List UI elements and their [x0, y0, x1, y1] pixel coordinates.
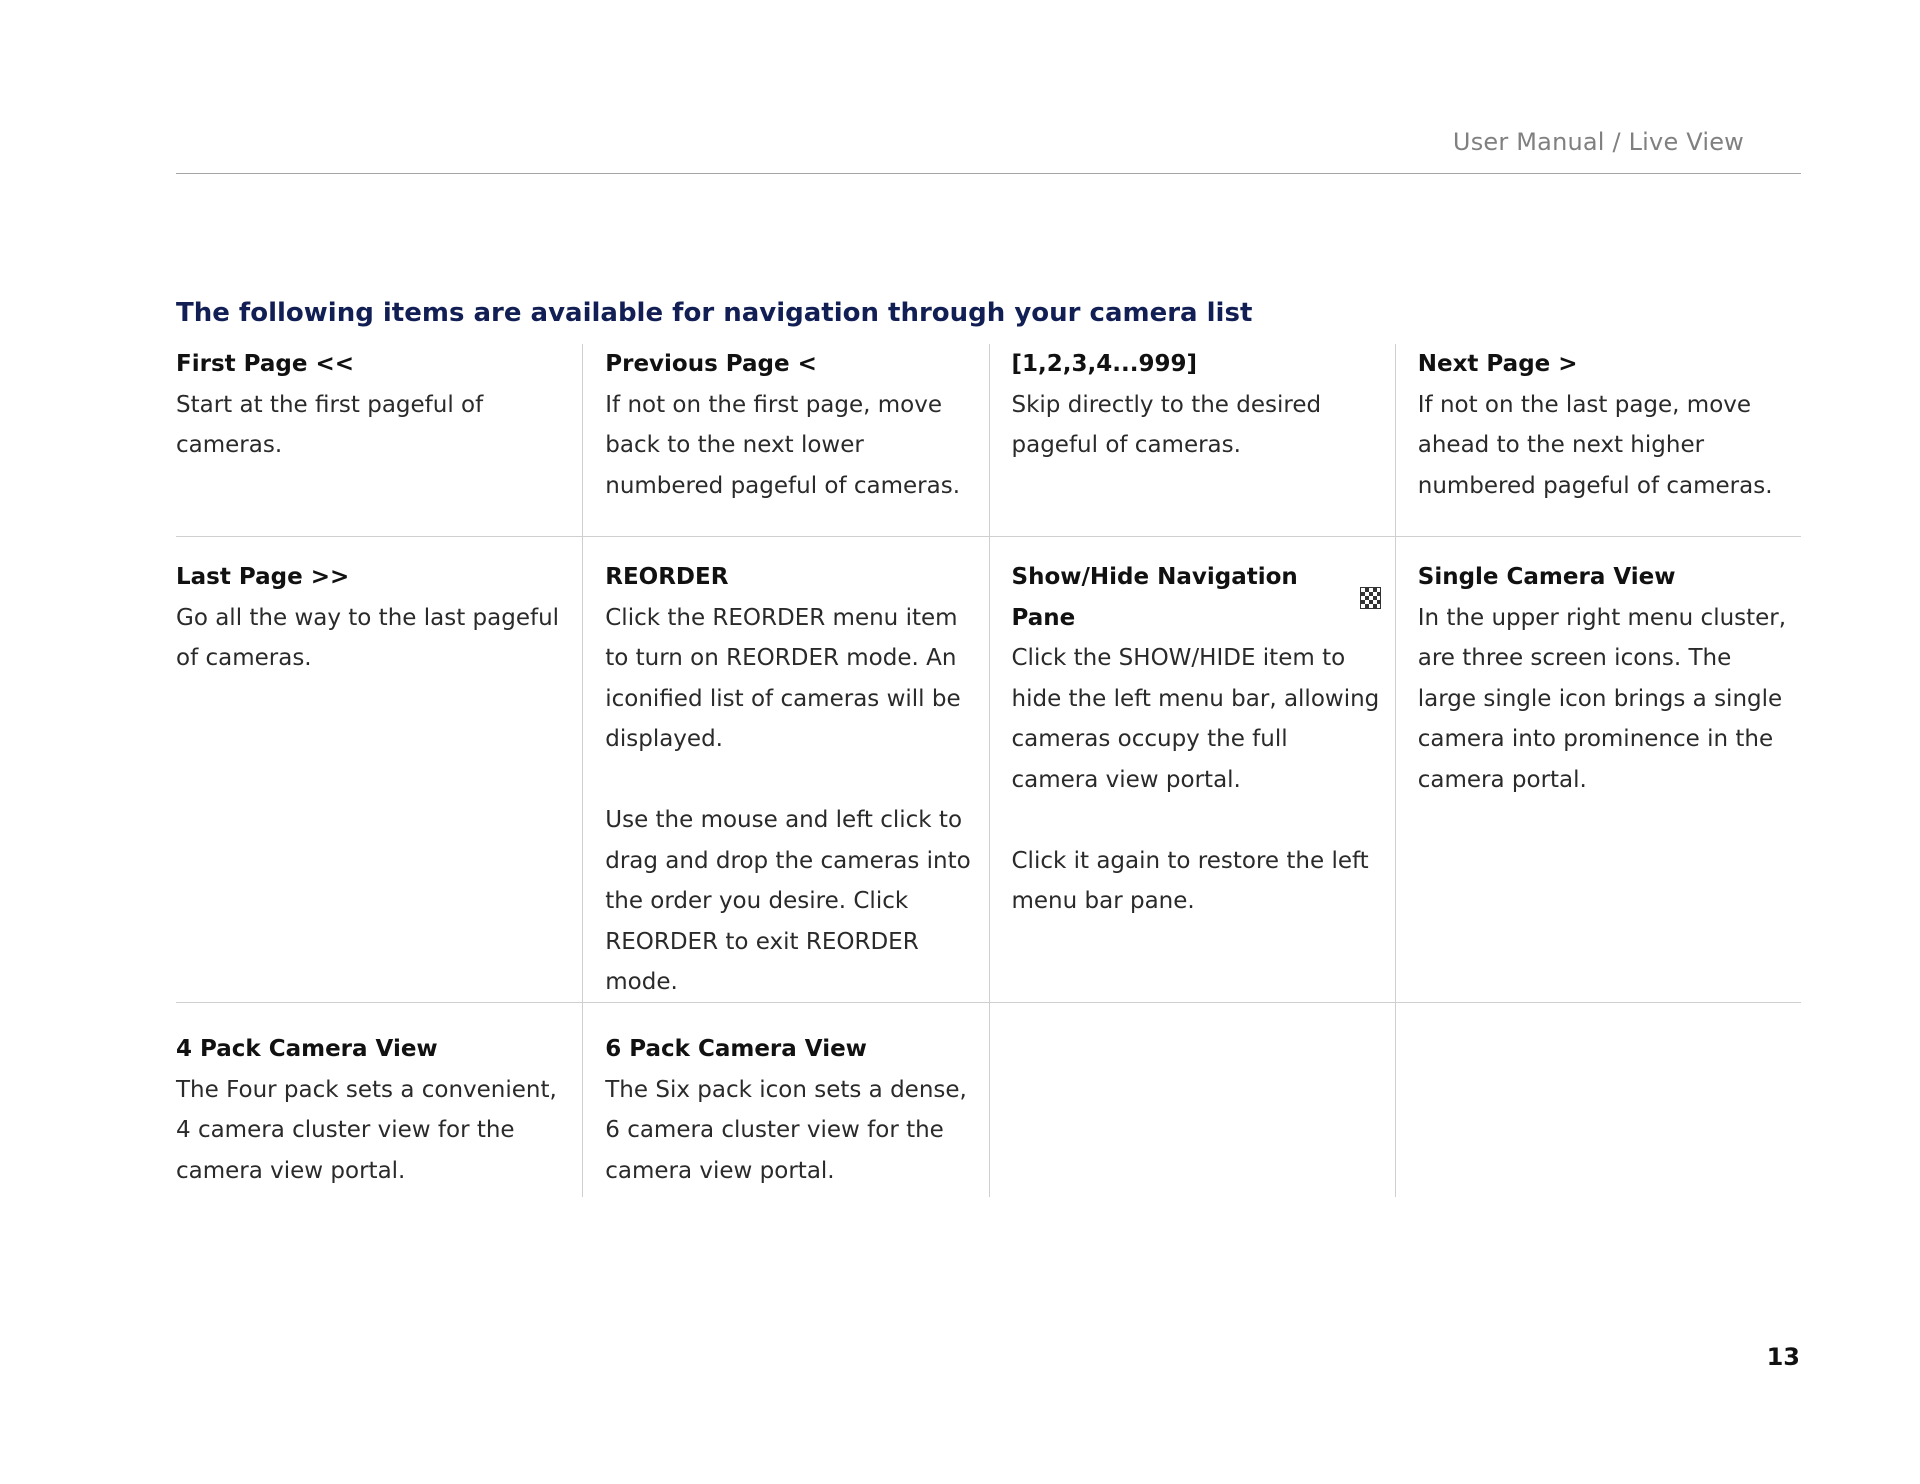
item-title: Show/Hide Navigation Pane	[1011, 564, 1298, 631]
item-description: The Six pack icon sets a dense, 6 camera cluster view for the camera view portal.	[605, 1076, 967, 1184]
item-title-row	[1012, 557, 1381, 638]
item-single-camera-view	[1395, 537, 1801, 1002]
page-number: 13	[1766, 1343, 1800, 1371]
item-first-page	[176, 344, 582, 536]
item-description: Use the mouse and left click to drag and drop the cameras into the order you desire. Click REORDER to exit REORDER mode.	[605, 807, 971, 995]
grid-row-2	[176, 537, 1801, 1003]
item-description: In the upper right menu cluster, are three screen icons. The large single icon brings a single camera into prominence in the camera portal.	[1417, 604, 1787, 793]
navigation-pane-icon	[1360, 587, 1381, 609]
empty-cell	[989, 1003, 1395, 1197]
item-previous-page	[582, 344, 988, 536]
item-title: Last Page >>	[176, 564, 350, 590]
item-show-hide-pane	[989, 537, 1395, 1002]
running-header: User Manual / Live View	[1452, 128, 1744, 156]
item-description: Click it again to restore the left menu bar pane.	[1011, 847, 1369, 914]
item-last-page	[176, 537, 582, 1002]
item-title: [1,2,3,4...999]	[1011, 351, 1197, 377]
item-title: First Page <<	[176, 351, 355, 377]
grid-row-1	[176, 344, 1801, 537]
item-title: REORDER	[605, 564, 729, 590]
item-four-pack-view	[176, 1003, 582, 1197]
navigation-items-grid	[176, 344, 1801, 1197]
item-title: Previous Page <	[605, 351, 817, 377]
item-description: Go all the way to the last pageful of cameras.	[176, 604, 560, 671]
item-title: Next Page >	[1417, 351, 1578, 377]
item-six-pack-view	[582, 1003, 988, 1197]
item-title: 6 Pack Camera View	[605, 1036, 867, 1062]
item-description: Skip directly to the desired pageful of cameras.	[1011, 391, 1322, 458]
item-description: Start at the first pageful of cameras.	[176, 391, 484, 458]
item-title: Single Camera View	[1417, 564, 1676, 590]
item-description: If not on the first page, move back to the next lower numbered pageful of cameras.	[605, 391, 961, 499]
item-description: If not on the last page, move ahead to the next higher numbered pageful of cameras.	[1417, 391, 1773, 499]
section-heading: The following items are available for navigation through your camera list	[176, 298, 1253, 328]
item-page-numbers	[989, 344, 1395, 536]
item-reorder	[582, 537, 988, 1002]
item-description: Click the REORDER menu item to turn on REORDER mode. An iconified list of cameras will be displayed.	[605, 604, 961, 752]
item-description: Click the SHOW/HIDE item to hide the left menu bar, allowing cameras occupy the full camera view portal.	[1011, 645, 1380, 793]
item-description: The Four pack sets a convenient, 4 camera cluster view for the camera view portal.	[176, 1076, 557, 1184]
grid-row-3	[176, 1003, 1801, 1197]
header-rule	[176, 173, 1801, 174]
item-title: 4 Pack Camera View	[176, 1036, 438, 1062]
empty-cell	[1395, 1003, 1801, 1197]
item-next-page	[1395, 344, 1801, 536]
